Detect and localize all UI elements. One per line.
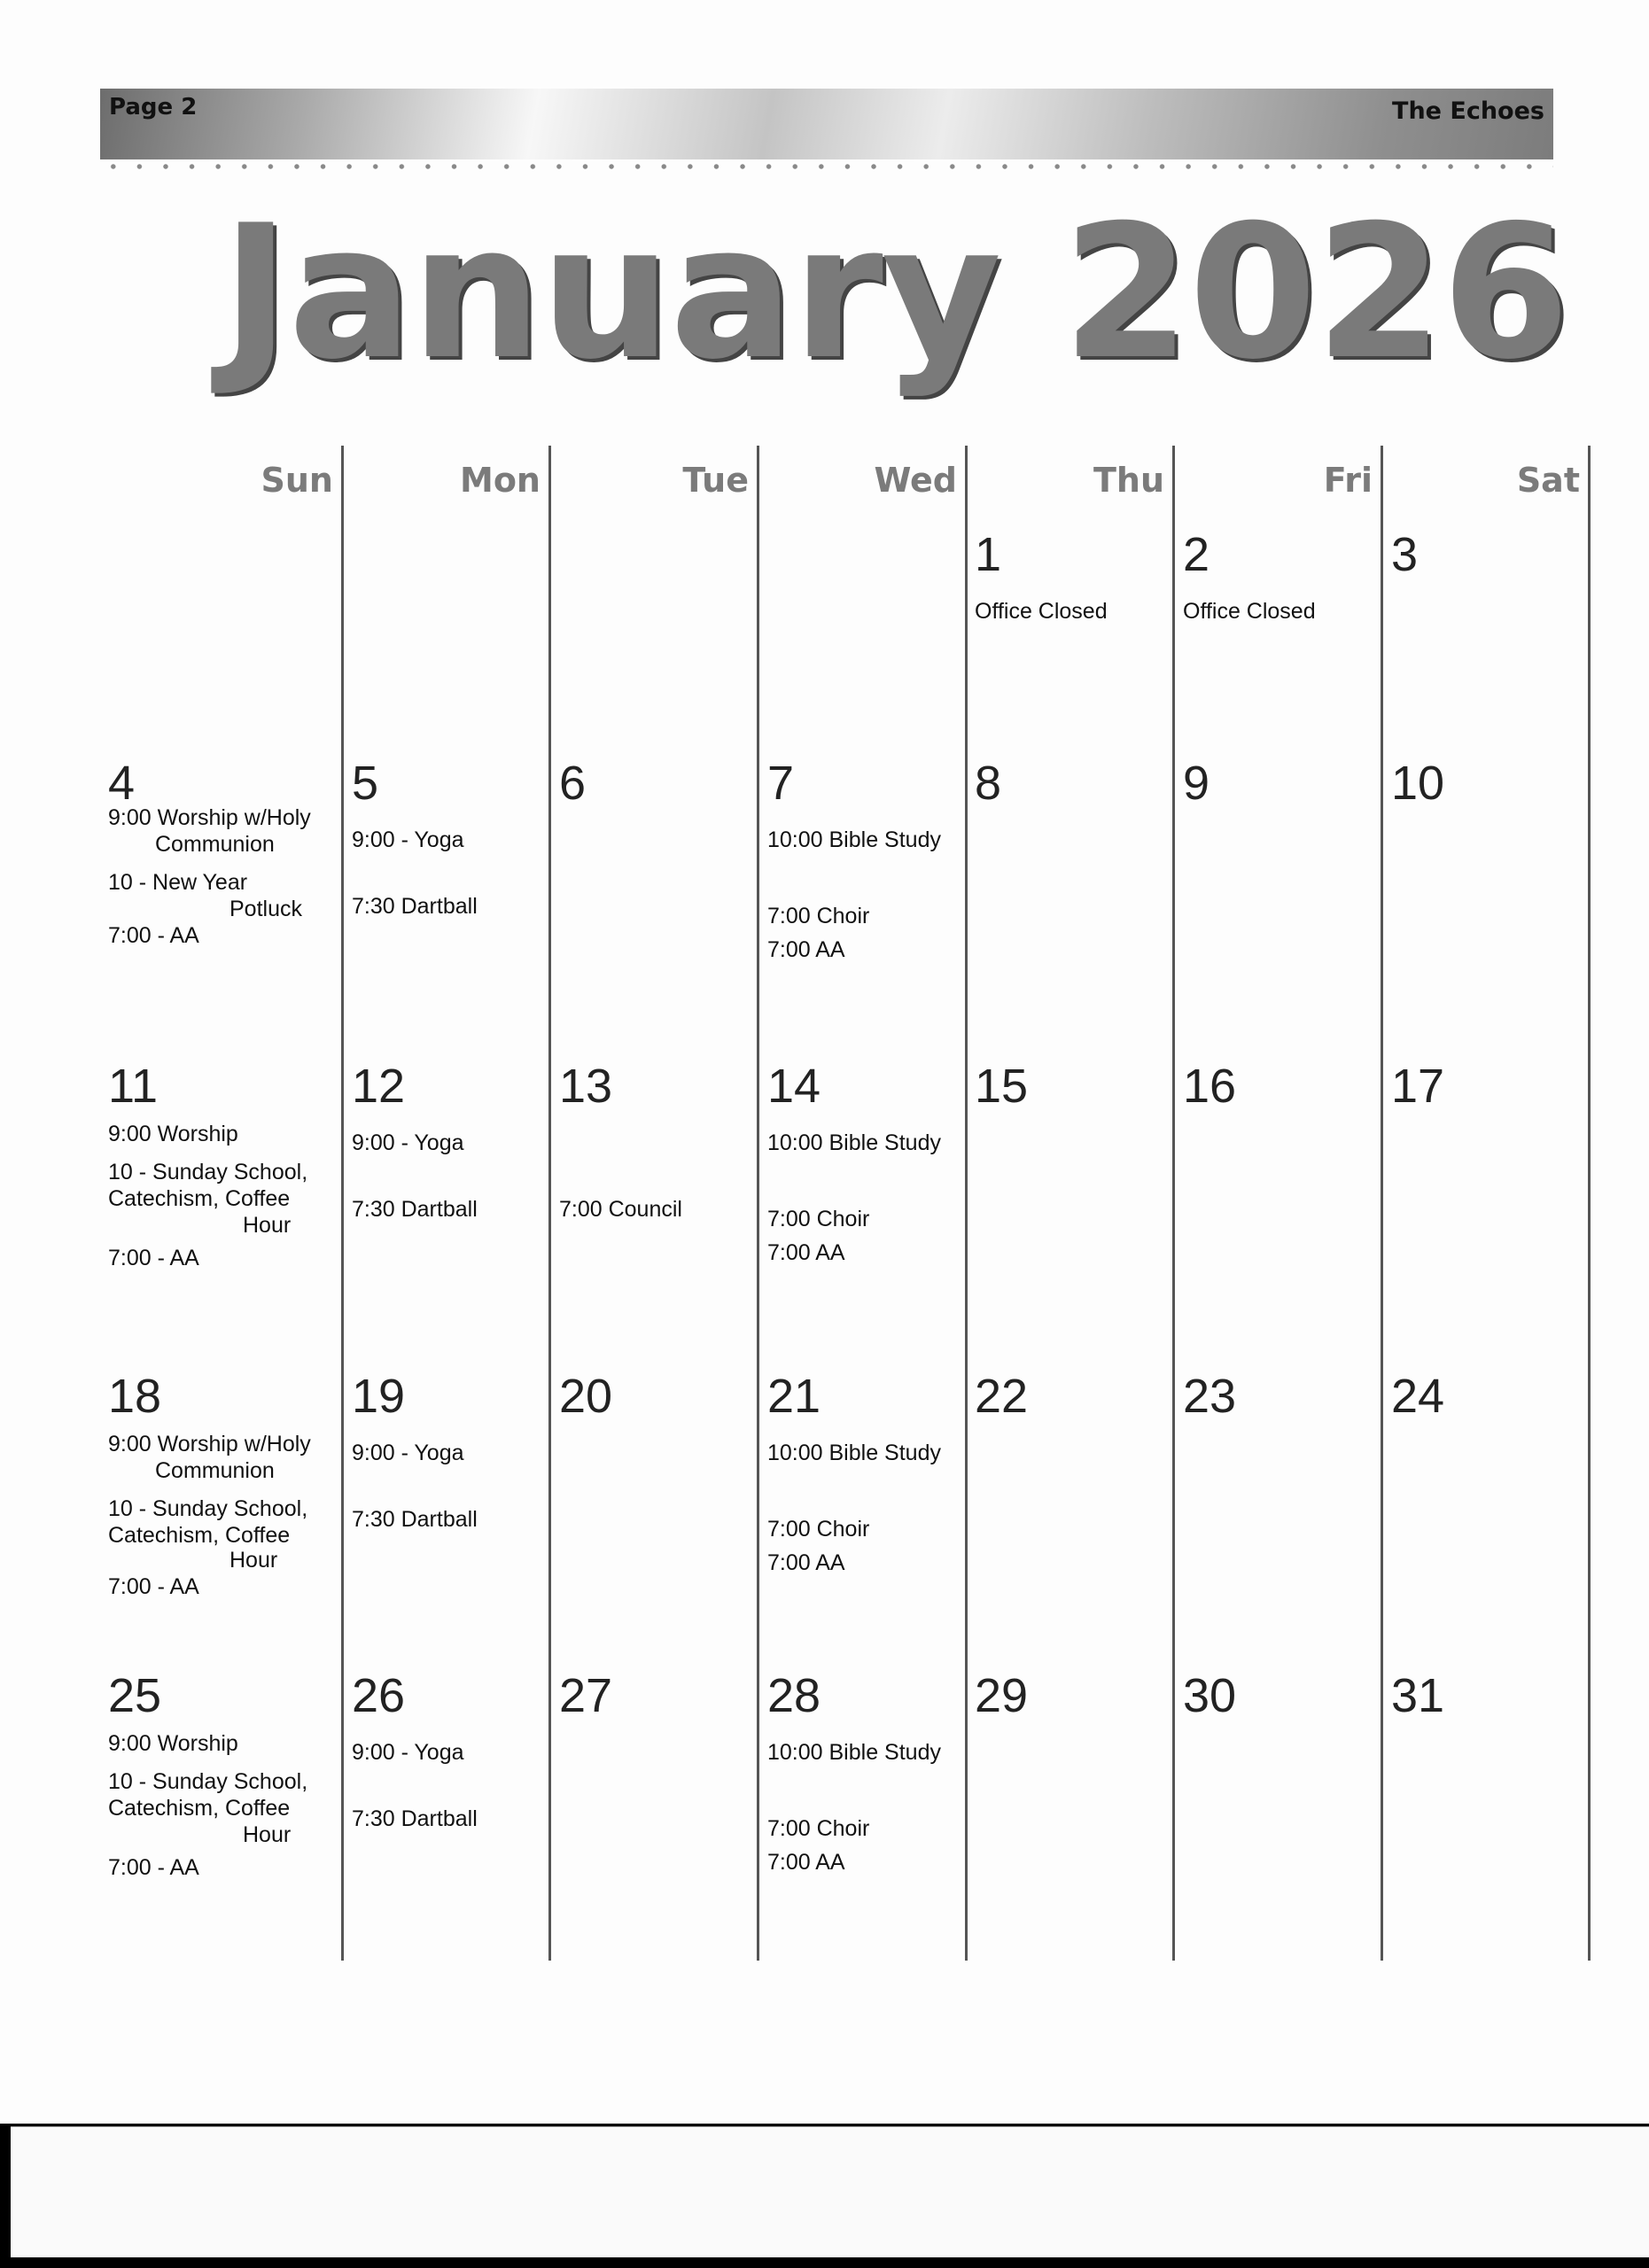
weekday-wed: Wed xyxy=(874,461,957,500)
column-divider xyxy=(341,446,344,1961)
calendar-event: 7:00 AA xyxy=(767,1550,845,1575)
calendar-event: 9:00 - Yoga xyxy=(352,827,464,852)
column-divider xyxy=(1172,446,1175,1961)
day-number: 23 xyxy=(1183,1370,1237,1423)
calendar-event: 9:00 Worship xyxy=(108,1731,238,1756)
month-title: January 2026 xyxy=(222,186,1568,400)
day-number: 16 xyxy=(1183,1060,1237,1113)
weekday-sat: Sat xyxy=(1516,461,1580,500)
calendar-event: Communion xyxy=(155,832,275,857)
calendar-event: 7:00 Choir xyxy=(767,1816,870,1841)
day-number: 30 xyxy=(1183,1669,1237,1722)
column-divider xyxy=(1381,446,1383,1961)
day-number: 9 xyxy=(1183,757,1210,810)
day-number: 11 xyxy=(108,1060,159,1113)
day-number: 2 xyxy=(1183,528,1210,581)
header-banner xyxy=(100,89,1553,159)
day-number: 21 xyxy=(767,1370,821,1423)
calendar-event: 7:30 Dartball xyxy=(352,894,478,919)
calendar-event: 7:00 AA xyxy=(767,937,845,962)
day-number: 25 xyxy=(108,1669,162,1722)
day-number: 20 xyxy=(559,1370,613,1423)
weekday-tue: Tue xyxy=(682,461,749,500)
day-number: 19 xyxy=(352,1370,406,1423)
calendar-event: 9:00 Worship xyxy=(108,1122,238,1146)
calendar-event: 10 - Sunday School, Catechism, Coffee xyxy=(108,1160,308,1211)
day-number: 3 xyxy=(1391,528,1419,581)
page-label: Page 2 xyxy=(109,94,198,120)
day-number: 15 xyxy=(975,1060,1029,1113)
day-number: 26 xyxy=(352,1669,406,1722)
calendar-event: Hour xyxy=(243,1213,292,1238)
calendar-event: 7:00 Choir xyxy=(767,1207,870,1231)
calendar-event: 10 - New Year xyxy=(108,870,248,895)
day-number: 31 xyxy=(1391,1669,1445,1722)
calendar-event: 7:00 - AA xyxy=(108,1855,199,1880)
newsletter-title: The Echoes xyxy=(1392,97,1544,125)
day-number: 22 xyxy=(975,1370,1029,1423)
calendar-event: 9:00 Worship w/Holy xyxy=(108,1432,311,1456)
weekday-thu: Thu xyxy=(1093,461,1164,500)
calendar-event: 10:00 Bible Study xyxy=(767,1441,941,1465)
calendar-event: 10:00 Bible Study xyxy=(767,827,941,852)
calendar-event: Hour xyxy=(243,1822,292,1847)
day-number: 24 xyxy=(1391,1370,1445,1423)
day-number: 10 xyxy=(1391,757,1445,810)
column-divider xyxy=(965,446,968,1961)
day-number: 18 xyxy=(108,1370,162,1423)
calendar-event: 9:00 - Yoga xyxy=(352,1740,464,1765)
calendar-event: Potluck xyxy=(229,897,302,921)
calendar-event: 10:00 Bible Study xyxy=(767,1130,941,1155)
calendar-event: 10 - Sunday School, Catechism, Coffee xyxy=(108,1496,308,1548)
day-number: 1 xyxy=(975,528,1002,581)
column-divider xyxy=(548,446,551,1961)
calendar-event: 7:00 Choir xyxy=(767,904,870,928)
calendar-event: Communion xyxy=(155,1458,275,1483)
weekday-mon: Mon xyxy=(460,461,541,500)
day-number: 8 xyxy=(975,757,1002,810)
weekday-sun: Sun xyxy=(261,461,333,500)
day-number: 13 xyxy=(559,1060,613,1113)
column-divider xyxy=(1588,446,1591,1961)
calendar-event: Hour xyxy=(229,1548,278,1573)
calendar-event: 10 - Sunday School, Catechism, Coffee xyxy=(108,1769,308,1821)
calendar-event: 10:00 Bible Study xyxy=(767,1740,941,1765)
calendar-event: 7:00 Choir xyxy=(767,1517,870,1542)
calendar-event: 7:30 Dartball xyxy=(352,1806,478,1831)
day-number: 27 xyxy=(559,1669,613,1722)
day-number: 17 xyxy=(1391,1060,1445,1113)
calendar-event: 7:00 AA xyxy=(767,1240,845,1265)
calendar-event: 7:00 AA xyxy=(767,1850,845,1875)
calendar-event: Office Closed xyxy=(975,599,1108,624)
dotted-divider xyxy=(100,162,1553,171)
day-number: 7 xyxy=(767,757,795,810)
calendar-event: 9:00 - Yoga xyxy=(352,1130,464,1155)
day-number: 5 xyxy=(352,757,379,810)
column-divider xyxy=(757,446,759,1961)
calendar-event: 7:00 - AA xyxy=(108,1574,199,1599)
calendar-event: 7:00 - AA xyxy=(108,1246,199,1270)
calendar-event: Office Closed xyxy=(1183,599,1316,624)
day-number: 29 xyxy=(975,1669,1029,1722)
day-number: 28 xyxy=(767,1669,821,1722)
calendar-event: 9:00 - Yoga xyxy=(352,1441,464,1465)
day-number: 14 xyxy=(767,1060,821,1113)
scan-margin xyxy=(11,2126,1649,2257)
calendar-event: 7:00 Council xyxy=(559,1197,682,1222)
calendar-event: 7:30 Dartball xyxy=(352,1197,478,1222)
day-number: 6 xyxy=(559,757,587,810)
weekday-fri: Fri xyxy=(1323,461,1373,500)
calendar-event: 9:00 Worship w/Holy xyxy=(108,805,311,830)
calendar-event: 7:30 Dartball xyxy=(352,1507,478,1532)
day-number: 12 xyxy=(352,1060,406,1113)
day-number: 4 xyxy=(108,757,136,810)
calendar-event: 7:00 - AA xyxy=(108,923,199,948)
